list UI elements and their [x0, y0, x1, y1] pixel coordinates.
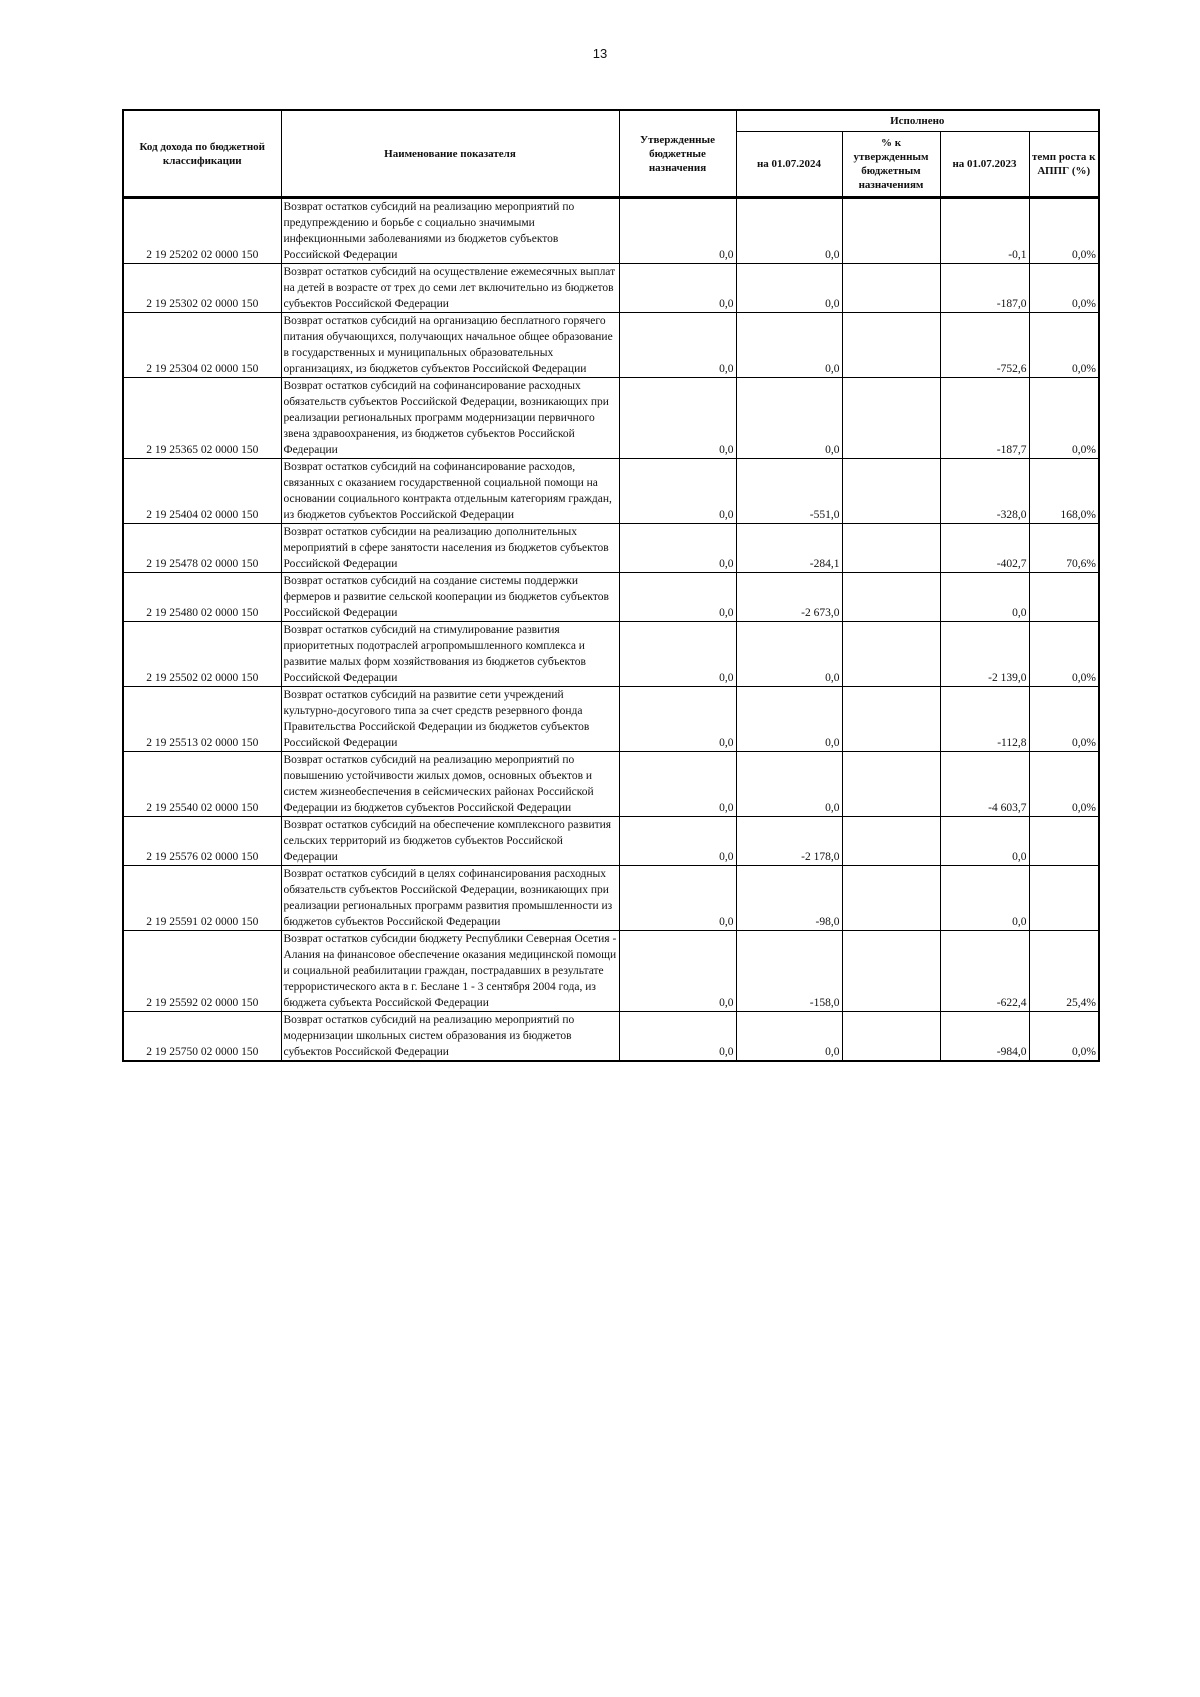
- cell-approved: 0,0: [619, 313, 736, 378]
- cell-pct: [842, 931, 940, 1012]
- cell-code: 2 19 25513 02 0000 150: [123, 687, 281, 752]
- cell-approved: 0,0: [619, 687, 736, 752]
- cell-approved: 0,0: [619, 459, 736, 524]
- cell-code: 2 19 25404 02 0000 150: [123, 459, 281, 524]
- cell-growth: 0,0%: [1029, 1012, 1099, 1062]
- cell-approved: 0,0: [619, 378, 736, 459]
- table-row: [123, 573, 1099, 622]
- cell-name: Возврат остатков субсидий в целях софинансирования расходных обязательств субъектов Российской Федерации, возникающих при реализации региональных программ развития промышленности из бюджетов субъектов Российской Федерации: [281, 866, 619, 931]
- cell-code: 2 19 25591 02 0000 150: [123, 866, 281, 931]
- cell-on-2024: 0,0: [736, 752, 842, 817]
- table-row: [123, 198, 1099, 264]
- cell-on-2024: 0,0: [736, 264, 842, 313]
- cell-on-2024: -98,0: [736, 866, 842, 931]
- cell-code: 2 19 25540 02 0000 150: [123, 752, 281, 817]
- cell-approved: 0,0: [619, 817, 736, 866]
- cell-approved: 0,0: [619, 1012, 736, 1062]
- cell-on-2023: -622,4: [940, 931, 1029, 1012]
- header-executed: Исполнено: [736, 110, 1099, 132]
- table-row: [123, 459, 1099, 524]
- table-row: [123, 378, 1099, 459]
- cell-on-2024: -284,1: [736, 524, 842, 573]
- cell-on-2023: -984,0: [940, 1012, 1029, 1062]
- cell-on-2023: -402,7: [940, 524, 1029, 573]
- cell-name: Возврат остатков субсидии бюджету Республики Северная Осетия - Алания на финансовое обеспечение оказания медицинской помощи и социальной реабилитации граждан, пострадавших в результате террористического акта в г. Беслане 1 - 3 сентября 2004 года, из бюджета субъекта Российской Федерации: [281, 931, 619, 1012]
- cell-code: 2 19 25592 02 0000 150: [123, 931, 281, 1012]
- cell-on-2023: -4 603,7: [940, 752, 1029, 817]
- cell-on-2023: -2 139,0: [940, 622, 1029, 687]
- header-growth: темп роста к АППГ (%): [1029, 132, 1099, 198]
- cell-name: Возврат остатков субсидий на обеспечение комплексного развития сельских территорий из бюджетов субъектов Российской Федерации: [281, 817, 619, 866]
- cell-pct: [842, 752, 940, 817]
- cell-pct: [842, 459, 940, 524]
- cell-growth: 25,4%: [1029, 931, 1099, 1012]
- cell-code: 2 19 25750 02 0000 150: [123, 1012, 281, 1062]
- cell-on-2024: 0,0: [736, 198, 842, 264]
- table-row: [123, 752, 1099, 817]
- header-pct-approved: % к утвержденным бюджетным назначениям: [842, 132, 940, 198]
- table-row: [123, 687, 1099, 752]
- cell-approved: 0,0: [619, 866, 736, 931]
- cell-pct: [842, 264, 940, 313]
- cell-name: Возврат остатков субсидий на создание системы поддержки фермеров и развитие сельской кооперации из бюджетов субъектов Российской Федерации: [281, 573, 619, 622]
- cell-growth: 0,0%: [1029, 752, 1099, 817]
- cell-pct: [842, 622, 940, 687]
- table-row: [123, 817, 1099, 866]
- header-on-2024: на 01.07.2024: [736, 132, 842, 198]
- cell-on-2023: -112,8: [940, 687, 1029, 752]
- cell-name: Возврат остатков субсидий на реализацию мероприятий по предупреждению и борьбе с социально значимыми инфекционными заболеваниями из бюджетов субъектов Российской Федерации: [281, 198, 619, 264]
- cell-on-2023: 0,0: [940, 866, 1029, 931]
- cell-on-2023: 0,0: [940, 573, 1029, 622]
- table-row: [123, 622, 1099, 687]
- cell-growth: 0,0%: [1029, 687, 1099, 752]
- cell-on-2023: 0,0: [940, 817, 1029, 866]
- table-row: [123, 313, 1099, 378]
- cell-pct: [842, 687, 940, 752]
- table-row: [123, 1012, 1099, 1062]
- cell-on-2023: -328,0: [940, 459, 1029, 524]
- cell-growth: [1029, 817, 1099, 866]
- cell-pct: [842, 198, 940, 264]
- header-approved: Утвержденные бюджетные назначения: [619, 110, 736, 198]
- cell-growth: 0,0%: [1029, 313, 1099, 378]
- cell-on-2024: -2 673,0: [736, 573, 842, 622]
- cell-approved: 0,0: [619, 622, 736, 687]
- cell-growth: 0,0%: [1029, 264, 1099, 313]
- table-header: [123, 110, 1099, 198]
- header-code: Код дохода по бюджетной классификации: [123, 110, 281, 198]
- cell-on-2024: 0,0: [736, 313, 842, 378]
- cell-name: Возврат остатков субсидий на софинансирование расходных обязательств субъектов Российской Федерации, возникающих при реализации региональных программ модернизации первичного звена здравоохранения, из бюджетов субъектов Российской Федерации: [281, 378, 619, 459]
- table-row: [123, 264, 1099, 313]
- cell-growth: 168,0%: [1029, 459, 1099, 524]
- cell-growth: 0,0%: [1029, 622, 1099, 687]
- cell-approved: 0,0: [619, 524, 736, 573]
- cell-name: Возврат остатков субсидий на реализацию мероприятий по повышению устойчивости жилых домов, основных объектов и систем жизнеобеспечения в сейсмических районах Российской Федерации из бюджетов субъектов Российской Федерации: [281, 752, 619, 817]
- cell-pct: [842, 313, 940, 378]
- cell-code: 2 19 25576 02 0000 150: [123, 817, 281, 866]
- cell-on-2023: -187,7: [940, 378, 1029, 459]
- page-number: 13: [592, 46, 608, 61]
- budget-table: [122, 109, 1100, 1062]
- cell-code: 2 19 25365 02 0000 150: [123, 378, 281, 459]
- cell-name: Возврат остатков субсидий на софинансирование расходов, связанных с оказанием государственной социальной помощи на основании социального контракта отдельным категориям граждан, из бюджетов субъектов Российской Федерации: [281, 459, 619, 524]
- cell-pct: [842, 524, 940, 573]
- cell-pct: [842, 866, 940, 931]
- header-on-2023: на 01.07.2023: [940, 132, 1029, 198]
- cell-growth: [1029, 573, 1099, 622]
- cell-growth: [1029, 866, 1099, 931]
- cell-approved: 0,0: [619, 752, 736, 817]
- cell-code: 2 19 25304 02 0000 150: [123, 313, 281, 378]
- cell-on-2023: -187,0: [940, 264, 1029, 313]
- cell-name: Возврат остатков субсидий на осуществление ежемесячных выплат на детей в возрасте от трех до семи лет включительно из бюджетов субъектов Российской Федерации: [281, 264, 619, 313]
- cell-code: 2 19 25502 02 0000 150: [123, 622, 281, 687]
- cell-approved: 0,0: [619, 573, 736, 622]
- cell-pct: [842, 1012, 940, 1062]
- cell-approved: 0,0: [619, 264, 736, 313]
- cell-on-2024: 0,0: [736, 687, 842, 752]
- header-name: Наименование показателя: [281, 110, 619, 198]
- cell-approved: 0,0: [619, 198, 736, 264]
- cell-growth: 0,0%: [1029, 378, 1099, 459]
- cell-on-2023: -752,6: [940, 313, 1029, 378]
- cell-on-2023: -0,1: [940, 198, 1029, 264]
- cell-name: Возврат остатков субсидий на организацию бесплатного горячего питания обучающихся, получающих начальное общее образование в государственных и муниципальных образовательных организациях, из бюджетов субъектов Российской Федерации: [281, 313, 619, 378]
- cell-on-2024: -551,0: [736, 459, 842, 524]
- cell-on-2024: -2 178,0: [736, 817, 842, 866]
- cell-pct: [842, 817, 940, 866]
- cell-on-2024: 0,0: [736, 1012, 842, 1062]
- cell-on-2024: 0,0: [736, 378, 842, 459]
- cell-pct: [842, 378, 940, 459]
- cell-name: Возврат остатков субсидий на развитие сети учреждений культурно-досугового типа за счет средств резервного фонда Правительства Российской Федерации из бюджетов субъектов Российской Федерации: [281, 687, 619, 752]
- cell-on-2024: -158,0: [736, 931, 842, 1012]
- cell-pct: [842, 573, 940, 622]
- table-row: [123, 524, 1099, 573]
- table-body: [123, 198, 1099, 1062]
- cell-approved: 0,0: [619, 931, 736, 1012]
- cell-code: 2 19 25478 02 0000 150: [123, 524, 281, 573]
- cell-name: Возврат остатков субсидии на реализацию дополнительных мероприятий в сфере занятости населения из бюджетов субъектов Российской Федерации: [281, 524, 619, 573]
- cell-on-2024: 0,0: [736, 622, 842, 687]
- cell-code: 2 19 25480 02 0000 150: [123, 573, 281, 622]
- cell-code: 2 19 25202 02 0000 150: [123, 198, 281, 264]
- cell-growth: 0,0%: [1029, 198, 1099, 264]
- cell-name: Возврат остатков субсидий на стимулирование развития приоритетных подотраслей агропромышленного комплекса и развитие малых форм хозяйствования из бюджетов субъектов Российской Федерации: [281, 622, 619, 687]
- table-row: [123, 866, 1099, 931]
- table-row: [123, 931, 1099, 1012]
- cell-code: 2 19 25302 02 0000 150: [123, 264, 281, 313]
- cell-name: Возврат остатков субсидий на реализацию мероприятий по модернизации школьных систем образования из бюджетов субъектов Российской Федерации: [281, 1012, 619, 1062]
- cell-growth: 70,6%: [1029, 524, 1099, 573]
